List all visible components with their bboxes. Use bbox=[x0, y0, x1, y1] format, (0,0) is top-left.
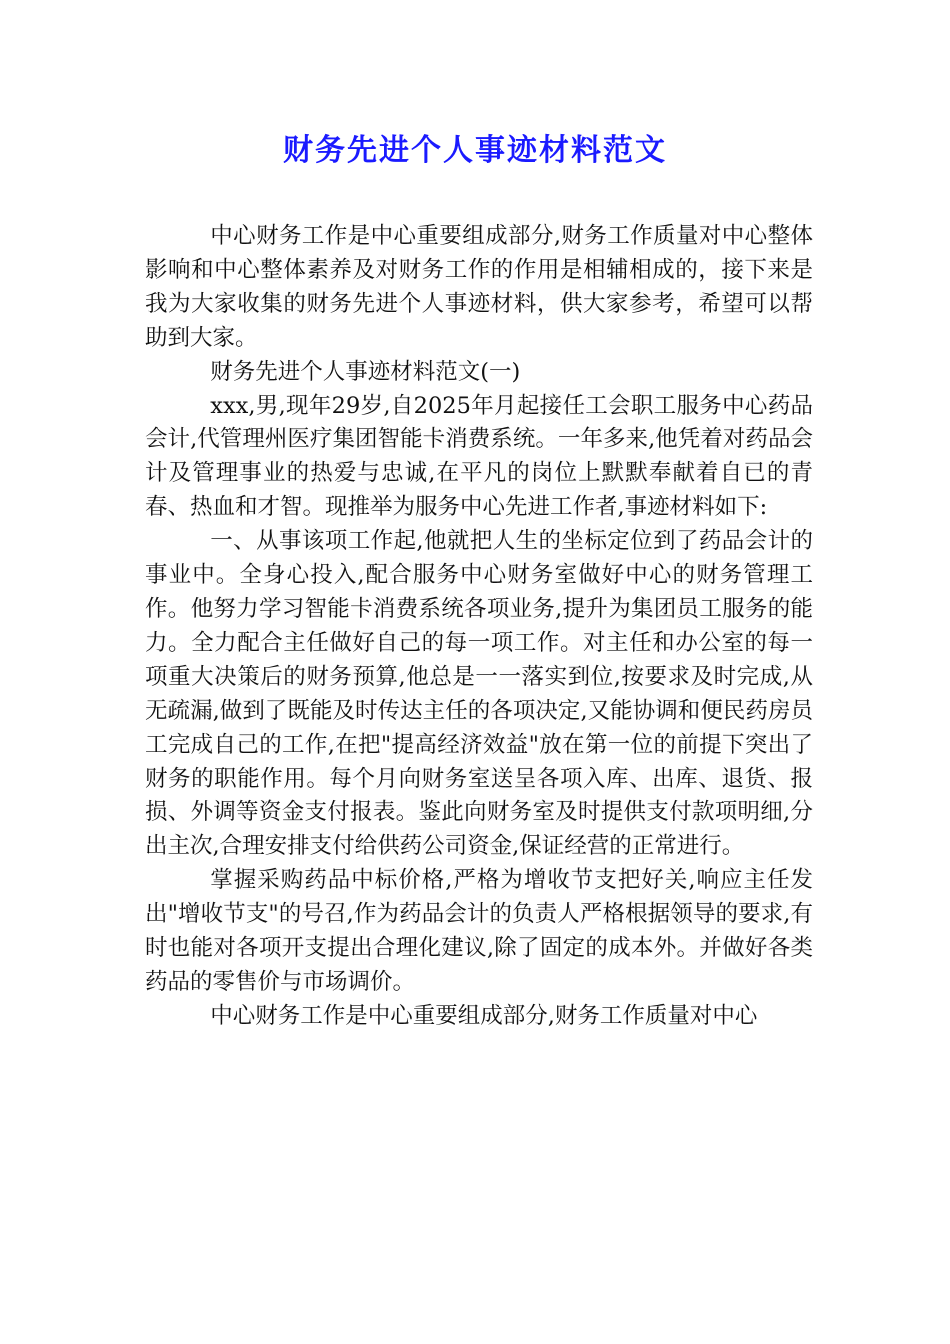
document-title: 财务先进个人事迹材料范文 bbox=[283, 133, 667, 168]
paragraph-intro: 中心财务工作是中心重要组成部分,财务工作质量对中心整体影响和中心整体素养及对财务工作的作用是相辅相成的，接下来是我为大家收集的财务先进个人事迹材料，供大家参考，希望可以帮助到大家。 bbox=[145, 223, 813, 351]
paragraph-procurement: 掌握采购药品中标价格,严格为增收节支把好关,响应主任发出"增收节支"的号召,作为药品会计的负责人严格根据领导的要求,有时也能对各项开支提出合理化建议,除了固定的成本外。并做好各类药品的零售价与市场调价。 bbox=[145, 867, 813, 995]
document-body bbox=[145, 220, 813, 1034]
paragraph-profile: xxx,男,现年29岁,自2025年月起接任工会职工服务中心药品会计,代管理州医疗集团智能卡消费系统。一年多来,他凭着对药品会计及管理事业的热爱与忠诚,在平凡的岗位上默默奉献着自已的青春、热血和才智。现推举为服务中心先进工作者,事迹材料如下: bbox=[145, 392, 813, 521]
paragraph-section-heading: 财务先进个人事迹材料范文(一) bbox=[210, 358, 521, 385]
paragraph-point-one: 一、从事该项工作起,他就把人生的坐标定位到了药品会计的事业中。全身心投入,配合服务中心财务室做好中心的财务管理工作。他努力学习智能卡消费系统各项业务,提升为集团员工服务的能力。全力配合主任做好自己的每一项工作。对主任和办公室的每一项重大决策后的财务预算,他总是一一落实到位,按要求及时完成,从无疏漏,做到了既能及时传达主任的各项决定,又能协调和便民药房员工完成自己的工作,在把"提高经济效益"放在第一位的前提下突出了财务的职能作用。每个月向财务室送呈各项入库、出库、退货、报损、外调等资金支付报表。鉴此向财务室及时提供支付款项明细,分出主次,合理安排支付给供药公司资金,保证经营的正常进行。 bbox=[145, 528, 813, 860]
paragraph-intro-repeat: 中心财务工作是中心重要组成部分,财务工作质量对中心 bbox=[210, 1002, 758, 1029]
